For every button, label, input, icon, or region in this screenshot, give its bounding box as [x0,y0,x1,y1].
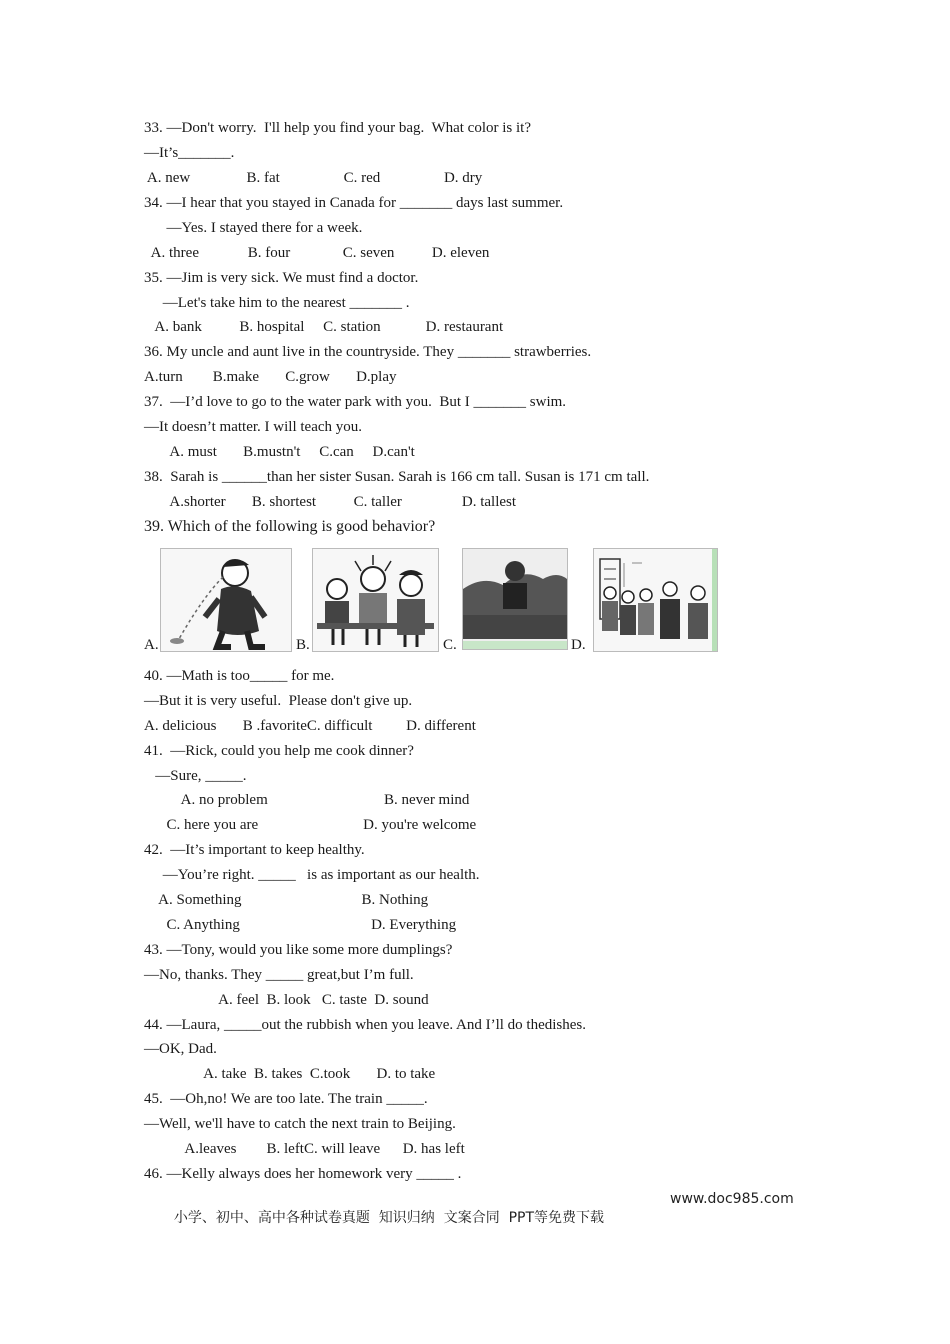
q36-question: 36. My uncle and aunt live in the countryside. They _______ strawberries. [144,344,592,360]
q33-question: 33. —Don't worry. I'll help you find your bag. What color is it? [144,120,532,136]
q41-question: 41. —Rick, could you help me cook dinner? [144,743,414,759]
q37-question: 37. —I’d love to go to the water park with you. But I _______ swim. [144,394,567,410]
q42-options-row-1: A. Something B. Nothing [144,892,429,908]
q35-answer-line: —Let's take him to the nearest _______ . [144,295,410,311]
picture-label-a: A. [144,637,159,653]
footer-text: 小学、初中、高中各种试卷真题 知识归纳 文案合同 PPT等免费下载 [173,1210,605,1226]
q45-answer-line: —Well, we'll have to catch the next train to Beijing. [144,1116,456,1132]
q42-answer-line: —You’re right. _____ is as important as our health. [144,867,480,883]
q36-options: A.turn B.make C.grow D.play [144,369,397,385]
q44-answer-line: —OK, Dad. [144,1041,217,1057]
person-in-field-picture [462,548,568,650]
q46-question: 46. —Kelly always does her homework very _____ . [144,1166,462,1182]
picture-label-c: C. [443,637,457,653]
q34-question: 34. —I hear that you stayed in Canada for _______ days last summer. [144,195,564,211]
q41-options-row-1: A. no problem B. never mind [144,792,470,808]
q40-answer-line: —But it is very useful. Please don't give up. [144,693,413,709]
footer-url-link[interactable]: www.doc985.com [670,1191,794,1207]
page-footer [165,1191,794,1243]
q42-options-row-2: C. Anything D. Everything [144,917,457,933]
q38-options: A.shorter B. shortest C. taller D. tallest [144,494,517,510]
q37-answer-line: —It doesn’t matter. I will teach you. [144,419,363,435]
q45-question: 45. —Oh,no! We are too late. The train _____. [144,1091,428,1107]
q43-options: A. feel B. look C. taste D. sound [144,992,429,1008]
q33-answer-line: —It’s_______. [144,145,235,161]
q37-options: A. must B.mustn't C.can D.can't [144,444,415,460]
picture-label-d: D. [571,637,586,653]
picture-label-b: B. [296,637,310,653]
q44-options: A. take B. takes C.took D. to take [144,1066,436,1082]
q41-options-row-2: C. here you are D. you're welcome [144,817,477,833]
people-on-bench-picture [312,548,439,652]
q41-answer-line: —Sure, _____. [144,768,247,784]
q35-options: A. bank B. hospital C. station D. restaurant [144,319,504,335]
q34-answer-line: —Yes. I stayed there for a week. [144,220,363,236]
q38-question: 38. Sarah is ______than her sister Susan. Sarah is 166 cm tall. Susan is 171 cm tall. [144,469,650,485]
spitting-man-picture [160,548,292,652]
q43-question: 43. —Tony, would you like some more dumplings? [144,942,453,958]
q35-question: 35. —Jim is very sick. We must find a doctor. [144,270,419,286]
people-queuing-picture [593,548,718,652]
q45-options: A.leaves B. leftC. will leave D. has left [144,1141,465,1157]
q42-question: 42. —It’s important to keep healthy. [144,842,365,858]
q39-question: 39. Which of the following is good behavior? [144,518,436,535]
q40-options: A. delicious B .favoriteC. difficult D. different [144,718,476,734]
q33-options: A. new B. fat C. red D. dry [144,170,483,186]
q40-question: 40. —Math is too_____ for me. [144,668,335,684]
q43-answer-line: —No, thanks. They _____ great,but I’m full. [144,967,414,983]
q44-question: 44. —Laura, _____out the rubbish when you leave. And I’ll do thedishes. [144,1017,587,1033]
q34-options: A. three B. four C. seven D. eleven [144,245,490,261]
